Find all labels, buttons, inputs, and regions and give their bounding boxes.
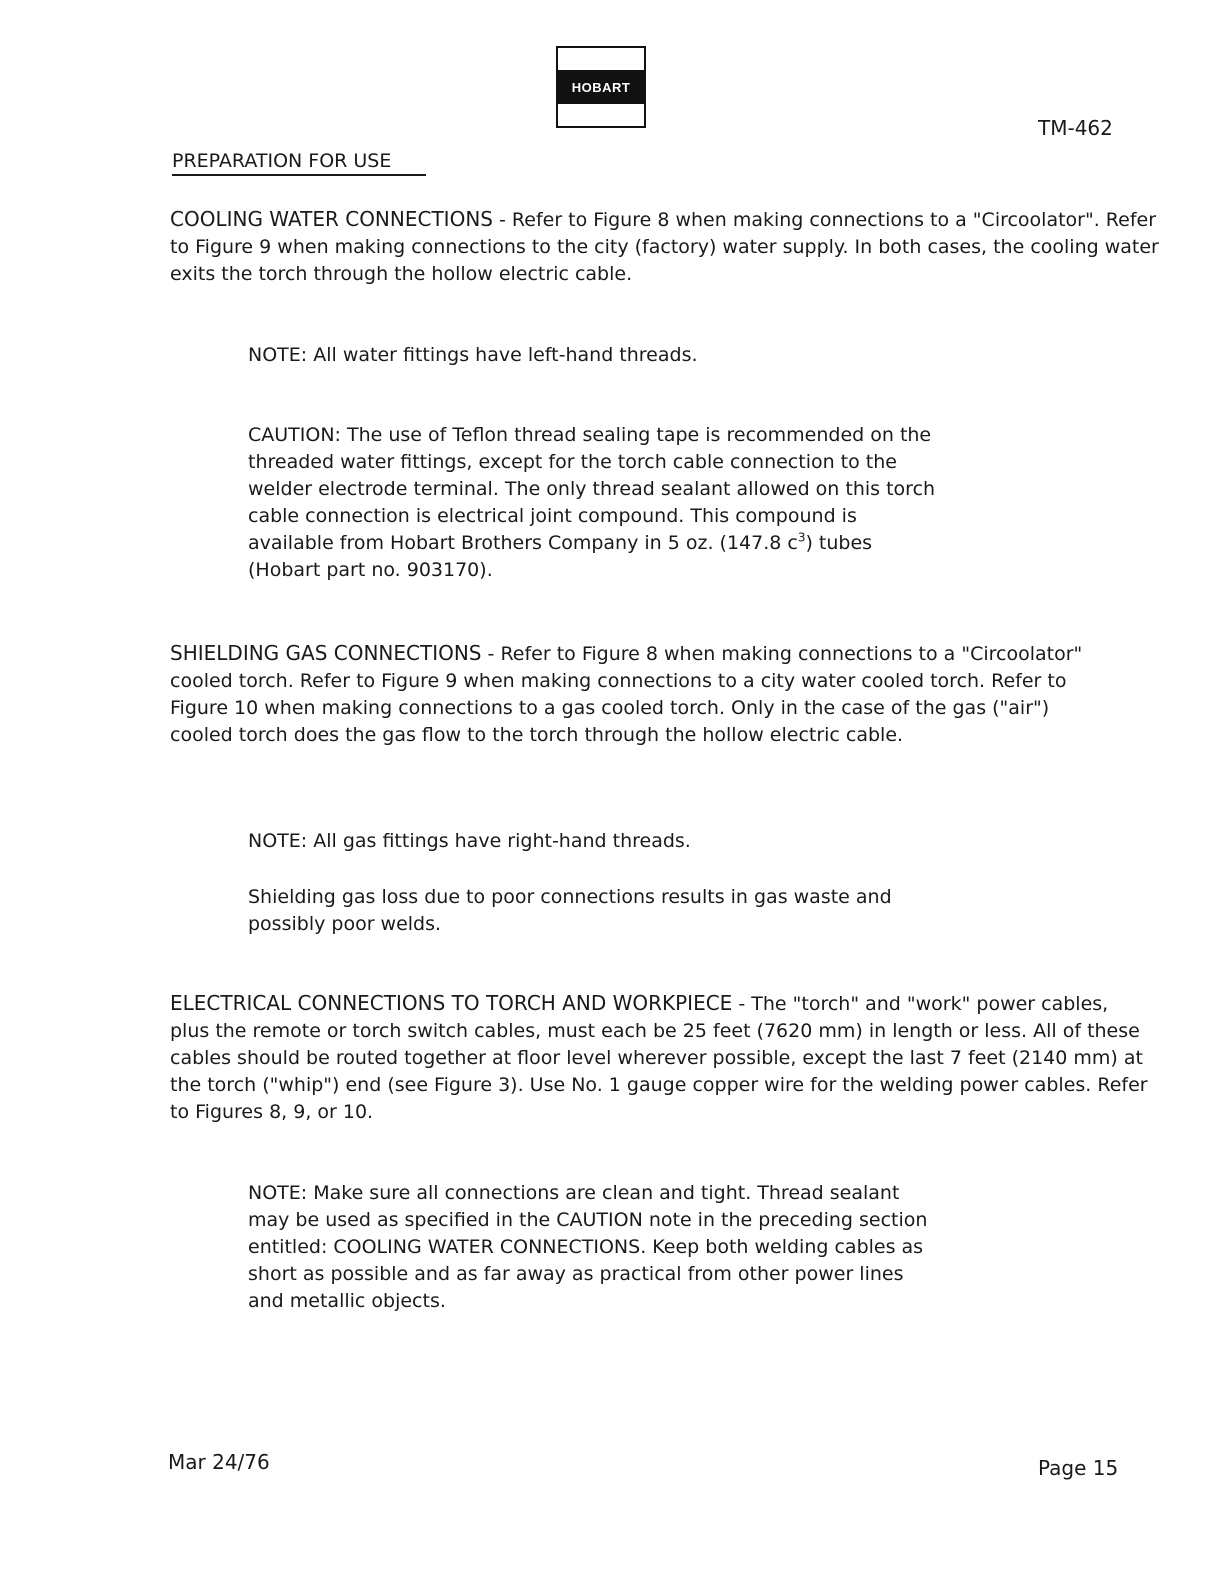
page-title: PREPARATION FOR USE <box>172 150 426 176</box>
logo-top-box <box>556 46 646 72</box>
cooling-water-heading: COOLING WATER CONNECTIONS <box>170 207 493 231</box>
gas-loss-note: Shielding gas loss due to poor connections results in gas waste and possibly poor welds. <box>248 886 892 935</box>
document-id: TM-462 <box>1038 116 1113 140</box>
gas-fittings-note: NOTE: All gas fittings have right-hand threads. <box>248 830 691 852</box>
logo-bottom-box <box>556 102 646 128</box>
caution-text: CAUTION: The use of Teflon thread sealing tape is recommended on the threaded water fittings, except for the torch cable connection to the welder electrode terminal. The only thread sealant allowed on this torch cable connection is electrical joint compound. This compound is available from Hobart Brothers Company in 5 oz. (147.8 c <box>248 424 936 554</box>
shielding-gas-paragraph <box>170 640 1090 749</box>
caution-text-end: ) tubes (Hobart part no. 903170). <box>248 532 873 581</box>
caution-superscript: 3 <box>797 530 806 545</box>
cooling-water-paragraph <box>170 206 1160 288</box>
electrical-text: - The "torch" and "work" power cables, plus the remote or torch switch cables, must each be 25 feet (7620 mm) in length or less. All of these cables should be routed together at floor level wherever possible, except the last 7 feet (2140 mm) at the torch ("whip") end (see Figure 3). Use No. 1 gauge copper wire for the welding power cables. Refer to Figures 8, 9, or 10. <box>170 993 1148 1123</box>
hobart-logo <box>556 46 646 128</box>
cooling-water-text: - Refer to Figure 8 when making connections to a "Circoolator". Refer to Figure 9 when making connections to the city (factory) water supply. In both cases, the cooling water exits the torch through the hollow electric cable. <box>170 209 1159 285</box>
caution-note <box>248 422 938 584</box>
page-number: Page 15 <box>1038 1456 1119 1480</box>
connections-note: NOTE: Make sure all connections are clean and tight. Thread sealant may be used as specified in the CAUTION note in the preceding section entitled: COOLING WATER CONNECTIONS. Keep both welding cables as short as possible and as far away as practical from other power lines and metallic objects. <box>248 1182 928 1312</box>
shielding-gas-heading: SHIELDING GAS CONNECTIONS <box>170 641 482 665</box>
water-fittings-note: NOTE: All water fittings have left-hand threads. <box>248 344 698 366</box>
logo-brand-text: HOBART <box>556 72 646 102</box>
footer-date: Mar 24/76 <box>168 1450 270 1474</box>
electrical-paragraph <box>170 990 1150 1126</box>
electrical-heading: ELECTRICAL CONNECTIONS TO TORCH AND WORKPIECE <box>170 991 733 1015</box>
shielding-gas-text: - Refer to Figure 8 when making connections to a "Circoolator" cooled torch. Refer to Figure 9 when making connections to a city water cooled torch. Refer to Figure 10 when making connections to a gas cooled torch. Only in the case of the gas ("air") cooled torch does the gas flow to the torch through the hollow electric cable. <box>170 643 1083 746</box>
